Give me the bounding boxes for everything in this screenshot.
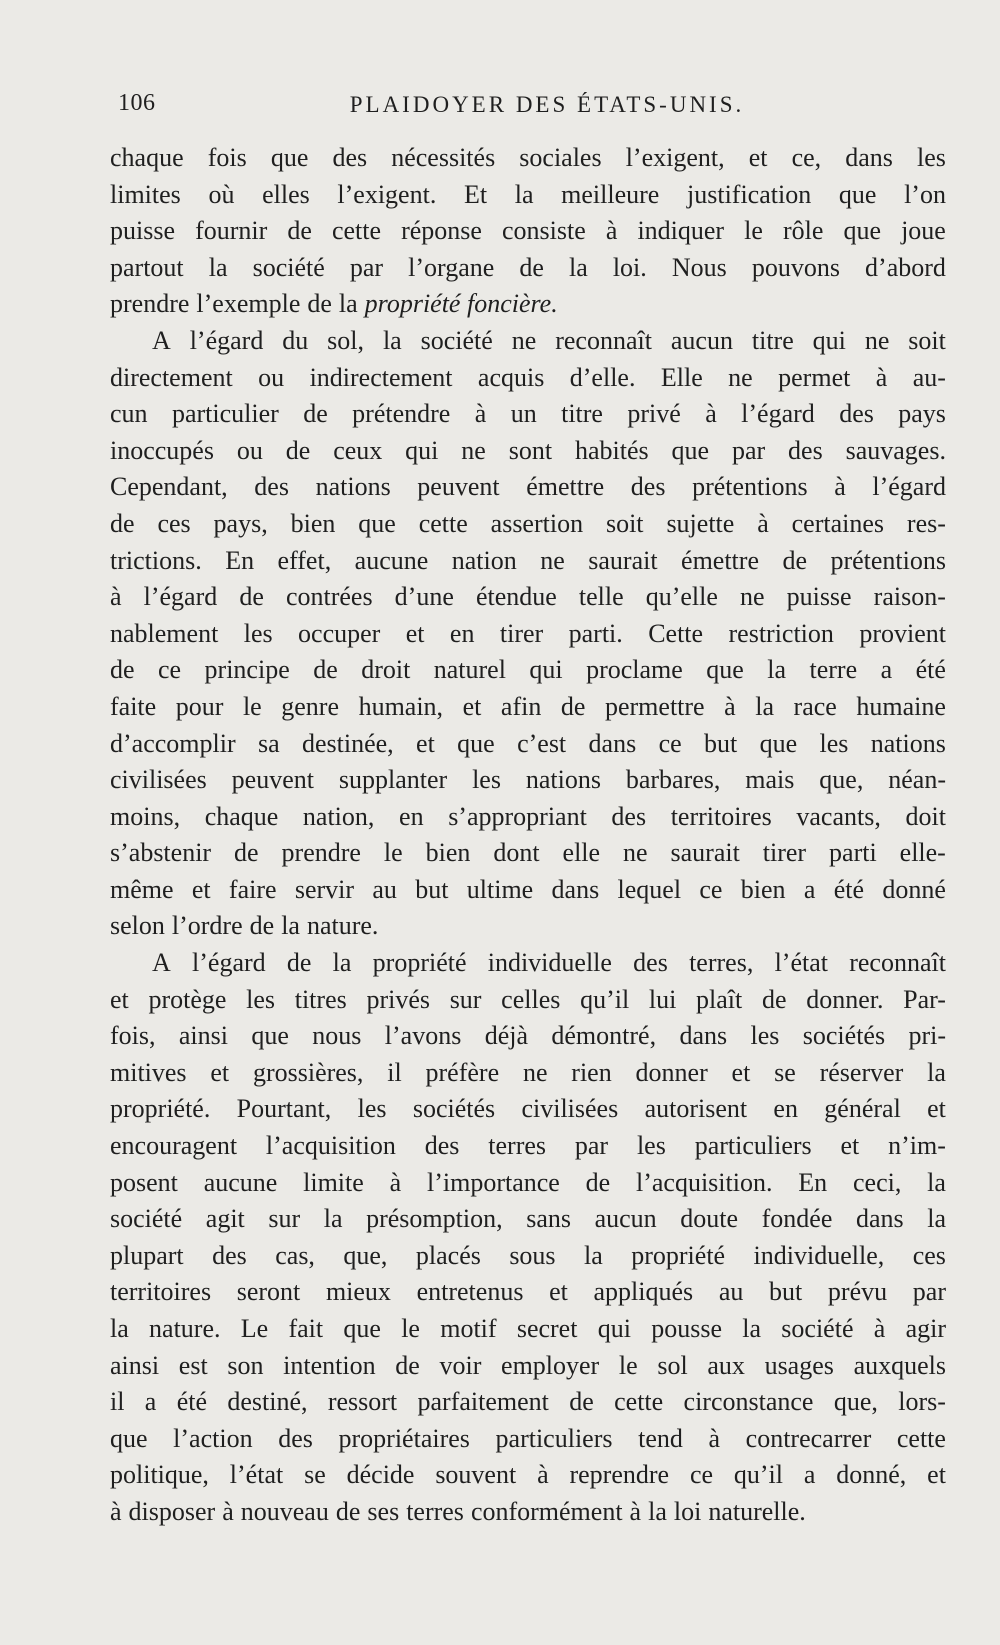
paragraph [110, 323, 946, 945]
text-line: A l’égard de la propriété individuelle des terres, l’état reconnaît [152, 948, 946, 978]
text-line: limites où elles l’exigent. Et la meilleure justification que l’on [110, 179, 946, 209]
paragraph [110, 140, 946, 323]
text-line: chaque fois que des nécessités sociales l’exigent, et ce, dans les [110, 143, 946, 172]
body-text [110, 140, 946, 1531]
text-line: puisse fournir de cette réponse consiste à indiquer le rôle que joue [110, 216, 946, 246]
running-title: PLAIDOYER DES ÉTATS-UNIS. [349, 92, 745, 117]
text-line: même et faire servir au but ultime dans lequel ce bien a été donné [110, 874, 946, 904]
text-line: d’accomplir sa destinée, et que c’est dans ce but que les nations [110, 728, 946, 758]
text-line: directement ou indirectement acquis d’elle. Elle ne permet à au- [110, 362, 946, 392]
text-line: s’abstenir de prendre le bien dont elle ne saurait tirer parti elle- [110, 838, 946, 868]
text-line: à disposer à nouveau de ses terres conformément à la loi naturelle. [110, 1496, 806, 1526]
text-line: de ces pays, bien que cette assertion soit sujette à certaines res- [110, 508, 946, 538]
text-line: que l’action des propriétaires particuliers tend à contrecarrer cette [110, 1423, 946, 1453]
text-line: à l’égard de contrées d’une étendue telle qu’elle ne puisse raison- [110, 582, 946, 612]
text-line: selon l’ordre de la nature. [110, 911, 379, 941]
text-line: posent aucune limite à l’importance de l’acquisition. En ceci, la [110, 1167, 946, 1197]
text-line: ainsi est son intention de voir employer le sol aux usages auxquels [110, 1350, 946, 1380]
text-line: propriété. Pourtant, les sociétés civilisées autorisent en général et [110, 1094, 946, 1124]
text-line: il a été destiné, ressort parfaitement de cette circonstance que, lors- [110, 1387, 946, 1417]
text-line: trictions. En effet, aucune nation ne saurait émettre de prétentions [110, 545, 946, 575]
text-line: société agit sur la présomption, sans aucun doute fondée dans la [110, 1204, 946, 1234]
italic-term: propriété foncière. [364, 289, 558, 319]
text-line: politique, l’état se décide souvent à reprendre ce qu’il a donné, et [110, 1460, 946, 1490]
text-line: plupart des cas, que, placés sous la propriété individuelle, ces [110, 1240, 946, 1270]
page-number: 106 [118, 90, 156, 116]
text-line: nablement les occuper et en tirer parti. Cette restriction provient [110, 618, 946, 648]
text-line: moins, chaque nation, en s’appropriant des territoires vacants, doit [110, 801, 946, 831]
text-line: la nature. Le fait que le motif secret qui pousse la société à agir [110, 1314, 946, 1343]
paragraph [110, 945, 946, 1531]
text-line: inoccupés ou de ceux qui ne sont habités que par des sauvages. [110, 435, 946, 465]
text-line: Cependant, des nations peuvent émettre des prétentions à l’égard [110, 472, 946, 502]
text-line: partout la société par l’organe de la loi. Nous pouvons d’abord [110, 252, 946, 282]
text-line: faite pour le genre humain, et afin de permettre à la race humaine [110, 691, 946, 721]
text-line: encouragent l’acquisition des terres par les particuliers et n’im- [110, 1131, 946, 1161]
text-line: A l’égard du sol, la société ne reconnaît aucun titre qui ne soit [152, 325, 946, 355]
page-header [112, 84, 942, 124]
text-line: fois, ainsi que nous l’avons déjà démontré, dans les sociétés pri- [110, 1021, 946, 1051]
text-line: mitives et grossières, il préfère ne rien donner et se réserver la [110, 1057, 946, 1087]
text-line: prendre l’exemple de la propriété foncière. [110, 286, 946, 323]
text-line: territoires seront mieux entretenus et appliqués au but prévu par [110, 1277, 946, 1307]
text-line: cun particulier de prétendre à un titre privé à l’égard des pays [110, 399, 946, 429]
text-line: civilisées peuvent supplanter les nations barbares, mais que, néan- [110, 765, 946, 795]
text-line: de ce principe de droit naturel qui proclame que la terre a été [110, 655, 946, 685]
text-line: et protège les titres privés sur celles qu’il lui plaît de donner. Par- [110, 984, 946, 1014]
